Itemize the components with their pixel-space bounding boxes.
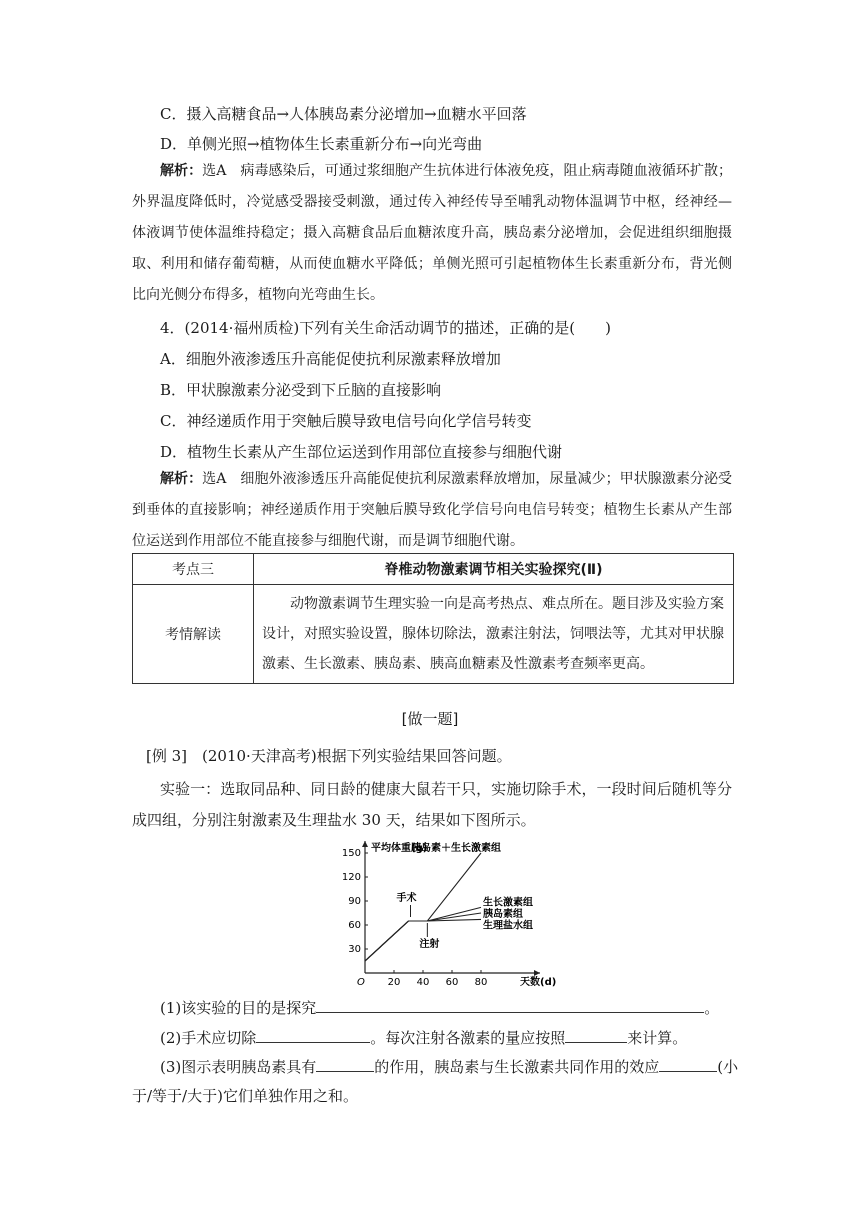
q4-stem: 4．(2014·福州质检)下列有关生命活动调节的描述，正确的是( ) xyxy=(160,319,611,337)
series-label-4: 生理盐水组 xyxy=(483,920,533,932)
kaodian-table xyxy=(132,553,734,684)
experiment-one: 实验一：选取同品种、同日龄的健康大鼠若干只，实施切除手术，一段时间后随机等分成四组，分别注射激素及生理盐水 30 天，结果如下图所示。 xyxy=(132,780,732,829)
q4-option-a: A．细胞外液渗透压升高能促使抗利尿激素释放增加 xyxy=(160,350,501,368)
x-axis-label: 天数(d) xyxy=(520,977,557,988)
question-1: (1)该实验的目的是探究 。 xyxy=(160,999,720,1017)
y-tick-label: 30 xyxy=(348,944,361,955)
q3-option-c: C．摄入高糖食品→人体胰岛素分泌增加→血糖水平回落 xyxy=(160,105,527,123)
series-label-1: 胰岛素＋生长激素组 xyxy=(411,843,501,854)
answer-blank[interactable] xyxy=(659,1057,717,1072)
x-tick-label: 40 xyxy=(416,977,430,988)
kaodian-title: 脊椎动物激素调节相关实验探究(Ⅱ) xyxy=(254,554,734,585)
y-tick-label: 150 xyxy=(341,848,361,859)
series-label-2: 生长激素组 xyxy=(483,897,533,909)
kaodian-row-label: 考情解读 xyxy=(133,585,254,684)
x-axis-arrow xyxy=(534,970,540,976)
q4-option-d: D．植物生长素从产生部位运送到作用部位直接参与细胞代谢 xyxy=(160,443,563,461)
x-tick-label: 80 xyxy=(474,977,488,988)
y-tick-label: 90 xyxy=(348,896,361,907)
q4-source: 福州质检 xyxy=(233,319,294,337)
question-2: (2)手术应切除 。每次注射各激素的量应按照 来计算。 xyxy=(160,1029,688,1047)
example-source: 天津高考 xyxy=(250,747,311,765)
kaodian-label: 考点三 xyxy=(133,554,254,585)
q4-option-c: C．神经递质作用于突触后膜导致电信号向化学信号转变 xyxy=(160,412,532,430)
analysis-label: 解析： xyxy=(160,163,203,179)
analysis-text: 选A 细胞外液渗透压升高能促使抗利尿激素释放增加，尿量减少；甲状腺激素分泌受到垂体的直接影响；神经递质作用于突触后膜导致化学信号向电信号转变；植物生长素从产生部位运送到作用部位不能直接参与细胞代谢，而是调节细胞代谢。 xyxy=(132,471,733,549)
analysis-text: 选A 病毒感染后，可通过浆细胞产生抗体进行体液免疫，阻止病毒随血液循环扩散；外界温度降低时，冷觉感受器接受刺激，通过传入神经传导至哺乳动物体温调节中枢，经神经—体液调节使体温维持稳定；摄入高糖食品后血糖浓度升高，胰岛素分泌增加，会促进组织细胞摄取、利用和储存葡萄糖，从而使血糖水平降低；单侧光照可引起植物体生长素重新分布，背光侧比向光侧分布得多，植物向光弯曲生长。 xyxy=(132,163,733,303)
q3-analysis xyxy=(132,156,732,311)
annotation-injection: 注射 xyxy=(419,939,440,950)
q3-option-d: D．单侧光照→植物体生长素重新分布→向光弯曲 xyxy=(160,135,483,153)
x-tick-label: 60 xyxy=(445,977,459,988)
y-axis-arrow xyxy=(362,841,368,847)
x-tick-label: 20 xyxy=(387,977,401,988)
q4-option-b: B．甲状腺激素分泌受到下丘脑的直接影响 xyxy=(160,381,442,399)
example-stem: [例 3] (2010·天津高考)根据下列实验结果回答问题。 xyxy=(146,747,512,765)
analysis-label: 解析： xyxy=(160,471,203,487)
question-3-cont: 于/等于/大于)它们单独作用之和。 xyxy=(132,1087,358,1105)
question-3: (3)图示表明胰岛素具有 的作用，胰岛素与生长激素共同作用的效应 (小 xyxy=(160,1058,739,1076)
y-axis-label: 平均体重(g) xyxy=(371,843,428,854)
answer-blank[interactable] xyxy=(316,1057,374,1072)
y-tick-label: 60 xyxy=(348,920,361,931)
kaodian-row-text: 动物激素调节生理实验一向是高考热点、难点所在。题目涉及实验方案设计，对照实验设置，腺体切除法，激素注射法，饲喂法等，尤其对甲状腺激素、生长激素、胰岛素、胰高血糖素及性激素考查频率更高。 xyxy=(254,585,734,684)
q4-analysis xyxy=(132,464,732,557)
weight-chart xyxy=(320,838,560,988)
origin-label: O xyxy=(357,977,365,988)
annotation-surgery: 手术 xyxy=(396,893,417,904)
answer-blank[interactable] xyxy=(316,998,704,1013)
series-label-3: 胰岛素组 xyxy=(483,909,523,920)
answer-blank[interactable] xyxy=(565,1028,627,1043)
section-heading: [做一题] xyxy=(401,710,459,728)
answer-blank[interactable] xyxy=(256,1028,370,1043)
y-tick-label: 120 xyxy=(341,872,361,883)
